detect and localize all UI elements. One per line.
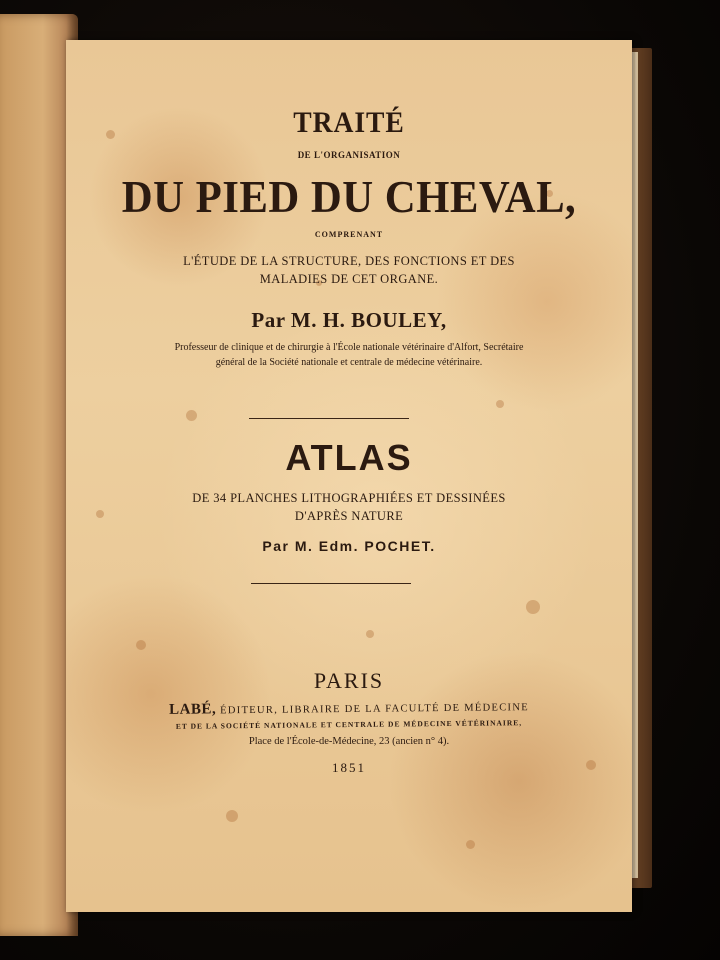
foxing-spot [186,410,197,421]
main-title: DU PIED DU CHEVAL, [121,171,577,222]
subtitle-line-1: L'ÉTUDE DE LA STRUCTURE, DES FONCTIONS ET DES [183,254,515,268]
publisher-name: LABÉ, [169,701,217,718]
author-affiliation-2: général de la Société nationale et centrale de médecine vétérinaire. [215,357,483,368]
foxing-spot [496,400,504,408]
author-line: Par M. H. BOULEY, [251,308,447,332]
subtitle-line-2: MALADIES DE CET ORGANE. [259,272,439,286]
publication-year: 1851 [332,760,366,775]
foxing-spot [526,600,540,614]
publisher-role: ÉDITEUR, LIBRAIRE DE LA FACULTÉ DE MÉDECINE [220,702,529,717]
atlas-heading: ATLAS [285,437,413,478]
divider-rule [249,418,409,419]
publisher-address: Place de l'École-de-Médecine, 23 (ancien n° 4). [248,736,450,747]
foxing-spot [226,810,238,822]
imprint-city: PARIS [313,668,385,693]
atlas-description-2: D'APRÈS NATURE [294,509,404,523]
author-affiliation-1: Professeur de clinique et de chirurgie à l'École nationale vétérinaire d'Alfort, Secrétaire [174,342,524,353]
divider-rule [251,583,411,584]
title-page [66,40,632,912]
publisher-line-2: ET DE LA SOCIÉTÉ NATIONALE ET CENTRALE DE MÉDECINE VÉTÉRINAIRE, [175,718,523,731]
atlas-description-1: DE 34 PLANCHES LITHOGRAPHIÉES ET DESSINÉES [192,491,506,505]
publisher-line-1 [66,697,632,720]
foxing-spot [136,640,146,650]
title-de-organisation: DE L'ORGANISATION [297,150,401,160]
title-traite: TRAITÉ [293,106,405,139]
comprenant-label: COMPRENANT [314,230,384,239]
artist-line: Par M. Edm. POCHET. [262,538,436,554]
foxing-spot [466,840,475,849]
foxing-spot [366,630,374,638]
